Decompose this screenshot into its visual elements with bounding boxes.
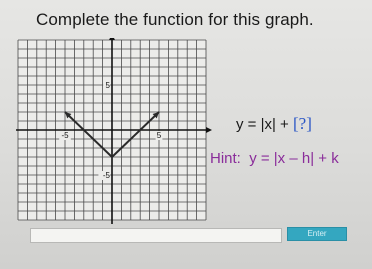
- hint-label: Hint:: [210, 150, 241, 167]
- answer-input[interactable]: [30, 228, 282, 243]
- question-title: Complete the function for this graph.: [36, 10, 314, 29]
- x-axis-arrow: [206, 127, 212, 133]
- enter-button[interactable]: Enter: [287, 227, 347, 241]
- y-tick-label-5: 5: [105, 81, 110, 90]
- y-tick-label-neg5: -5: [102, 171, 110, 180]
- equation-blank: [?]: [292, 114, 312, 133]
- x-tick-label-neg5: -5: [61, 131, 69, 140]
- y-axis-arrow: [109, 38, 115, 40]
- x-tick-label-5: 5: [156, 131, 162, 140]
- hint-formula: y = |x – h| + k: [249, 150, 339, 167]
- coordinate-graph: [16, 38, 212, 226]
- hint-text: [210, 150, 339, 167]
- equation-prompt: [236, 114, 312, 134]
- equation-prefix: y = |x| +: [236, 116, 293, 133]
